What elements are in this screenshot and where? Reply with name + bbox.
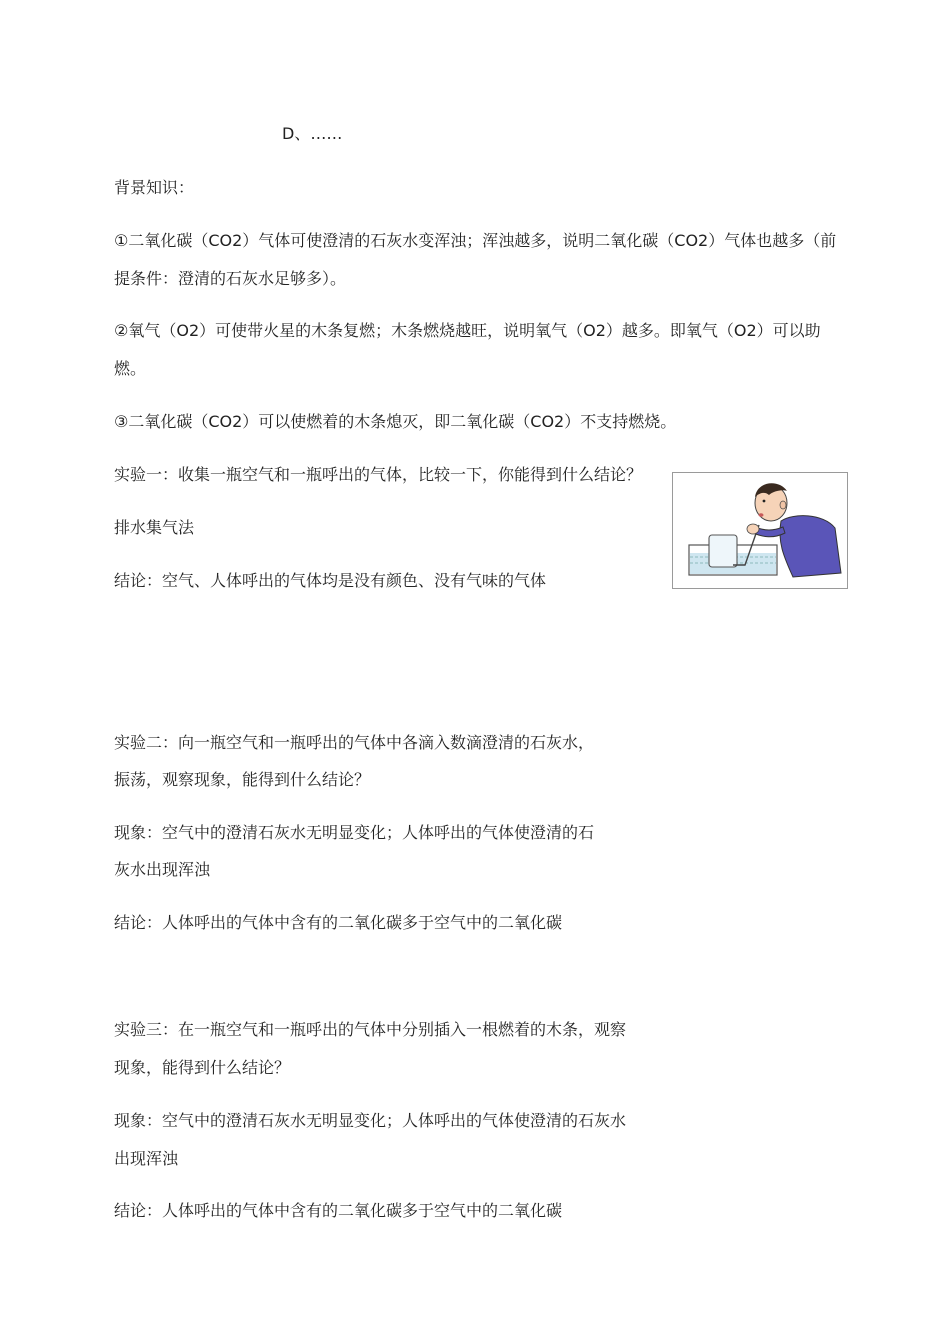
experiment-2-conclusion: 结论：人体呼出的气体中含有的二氧化碳多于空气中的二氧化碳 bbox=[114, 913, 563, 932]
experiment-2-phenomenon-line-1: 现象：空气中的澄清石灰水无明显变化；人体呼出的气体使澄清的石 bbox=[114, 823, 595, 842]
person-blowing-icon bbox=[673, 473, 847, 588]
background-heading: 背景知识： bbox=[114, 178, 195, 197]
fact-1-line-2: 提条件：澄清的石灰水足够多）。 bbox=[114, 269, 347, 288]
fact-3: ③二氧化碳（CO2）可以使燃着的木条熄灭，即二氧化碳（CO2）不支持燃烧。 bbox=[114, 412, 677, 431]
experiment-1-conclusion: 结论：空气、人体呼出的气体均是没有颜色、没有气味的气体 bbox=[114, 571, 547, 590]
option-d: D、…… bbox=[282, 124, 343, 143]
gas-bottle bbox=[709, 535, 737, 567]
experiment-2-question-line-2: 振荡，观察现象，能得到什么结论？ bbox=[114, 770, 371, 789]
experiment-2-phenomenon-line-2: 灰水出现浑浊 bbox=[114, 860, 211, 879]
experiment-3-question-line-2: 现象，能得到什么结论？ bbox=[114, 1058, 291, 1077]
fact-2-line-1: ②氧气（O2）可使带火星的木条复燃；木条燃烧越旺，说明氧气（O2）越多。即氧气（O2）可以助 bbox=[114, 321, 821, 340]
experiment-3-conclusion: 结论：人体呼出的气体中含有的二氧化碳多于空气中的二氧化碳 bbox=[114, 1201, 563, 1220]
experiment-1-method: 排水集气法 bbox=[114, 518, 195, 537]
water-displacement-figure bbox=[672, 472, 848, 589]
experiment-2-question-line-1: 实验二：向一瓶空气和一瓶呼出的气体中各滴入数滴澄清的石灰水， bbox=[114, 733, 595, 752]
fact-2-line-2: 燃。 bbox=[114, 359, 147, 378]
experiment-3-question-line-1: 实验三：在一瓶空气和一瓶呼出的气体中分别插入一根燃着的木条，观察 bbox=[114, 1020, 627, 1039]
fact-1-line-1: ①二氧化碳（CO2）气体可使澄清的石灰水变浑浊；浑浊越多，说明二氧化碳（CO2）气体也越多（前 bbox=[114, 231, 837, 250]
experiment-3-phenomenon-line-1: 现象：空气中的澄清石灰水无明显变化；人体呼出的气体使澄清的石灰水 bbox=[114, 1111, 627, 1130]
experiment-3-phenomenon-line-2: 出现浑浊 bbox=[114, 1149, 179, 1168]
experiment-1-question: 实验一：收集一瓶空气和一瓶呼出的气体，比较一下，你能得到什么结论？ bbox=[114, 465, 643, 484]
